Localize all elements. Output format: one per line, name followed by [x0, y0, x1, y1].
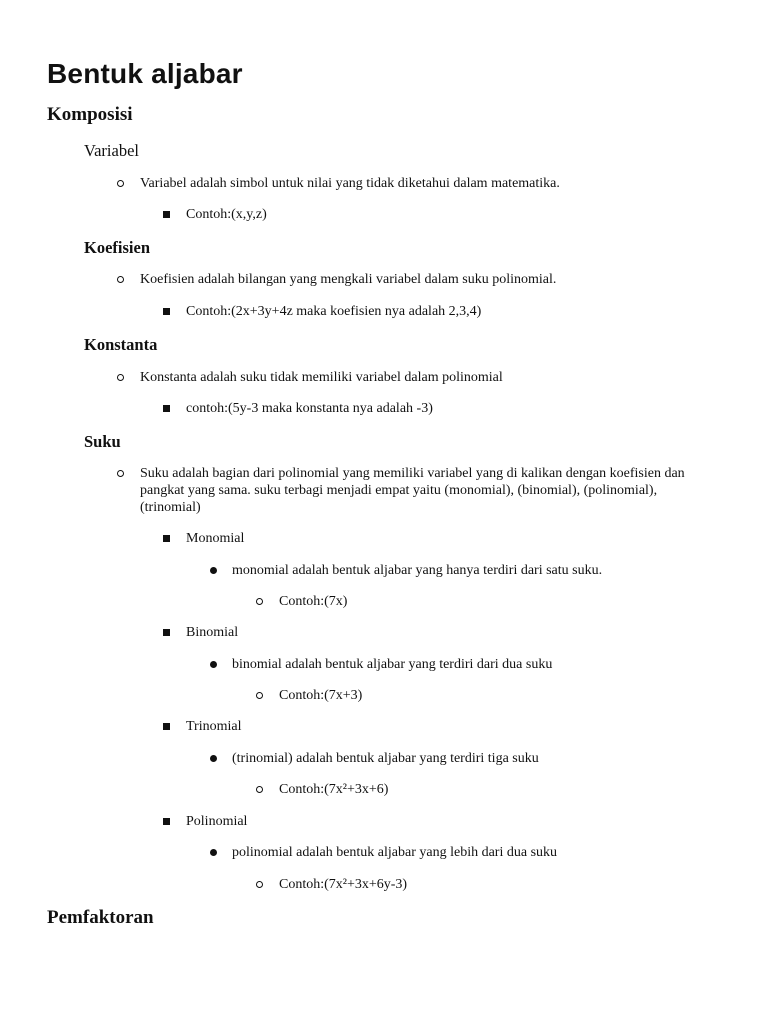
binomial-description: binomial adalah bentuk aljabar yang terdiri dari dua suku: [232, 657, 553, 672]
suku-type-trinomial: Trinomial: [186, 719, 242, 734]
konstanta-example: contoh:(5y-3 maka konstanta nya adalah -3): [186, 401, 433, 416]
section-heading-pemfaktoran: Pemfaktoran: [47, 907, 154, 928]
disc-bullet-icon: [210, 661, 217, 668]
polinomial-description: polinomial adalah bentuk aljabar yang lebih dari dua suku: [232, 845, 558, 860]
square-bullet-icon: [163, 535, 170, 542]
document-title: Bentuk aljabar: [47, 58, 243, 89]
konstanta-description: Konstanta adalah suku tidak memiliki variabel dalam polinomial: [140, 370, 503, 385]
circle-bullet-icon: [256, 692, 263, 699]
subheading-konstanta: Konstanta: [84, 335, 158, 354]
square-bullet-icon: [163, 723, 170, 730]
square-bullet-icon: [163, 211, 170, 218]
disc-bullet-icon: [210, 849, 217, 856]
circle-bullet-icon: [256, 786, 263, 793]
suku-type-monomial: Monomial: [186, 531, 245, 546]
circle-bullet-icon: [117, 180, 124, 187]
circle-bullet-icon: [256, 598, 263, 605]
suku-description: Suku adalah bagian dari polinomial yang memiliki variabel yang di kalikan dengan koefisien dan pangkat yang sama. suku terbagi menjadi empat yaitu (monomial), (binomial), (polinomial), (trinomial): [140, 466, 685, 515]
variabel-example: Contoh:(x,y,z): [186, 207, 267, 222]
square-bullet-icon: [163, 405, 170, 412]
circle-bullet-icon: [117, 374, 124, 381]
trinomial-description: (trinomial) adalah bentuk aljabar yang terdiri tiga suku: [232, 751, 539, 766]
monomial-description: monomial adalah bentuk aljabar yang hanya terdiri dari satu suku.: [232, 563, 603, 578]
circle-bullet-icon: [117, 276, 124, 283]
disc-bullet-icon: [210, 567, 217, 574]
subheading-suku: Suku: [84, 432, 121, 451]
square-bullet-icon: [163, 629, 170, 636]
koefisien-example: Contoh:(2x+3y+4z maka koefisien nya adalah 2,3,4): [186, 304, 482, 319]
suku-type-polinomial: Polinomial: [186, 814, 248, 829]
circle-bullet-icon: [117, 470, 124, 477]
monomial-example: Contoh:(7x): [279, 594, 348, 609]
variabel-description: Variabel adalah simbol untuk nilai yang tidak diketahui dalam matematika.: [140, 176, 560, 191]
square-bullet-icon: [163, 308, 170, 315]
koefisien-description: Koefisien adalah bilangan yang mengkali variabel dalam suku polinomial.: [140, 272, 557, 287]
subheading-variabel: Variabel: [84, 141, 139, 160]
binomial-example: Contoh:(7x+3): [279, 688, 363, 703]
section-heading-komposisi: Komposisi: [47, 104, 133, 125]
subheading-koefisien: Koefisien: [84, 238, 150, 257]
suku-type-binomial: Binomial: [186, 625, 239, 640]
trinomial-example: Contoh:(7x²+3x+6): [279, 782, 389, 797]
disc-bullet-icon: [210, 755, 217, 762]
circle-bullet-icon: [256, 881, 263, 888]
square-bullet-icon: [163, 818, 170, 825]
polinomial-example: Contoh:(7x²+3x+6y-3): [279, 877, 408, 892]
